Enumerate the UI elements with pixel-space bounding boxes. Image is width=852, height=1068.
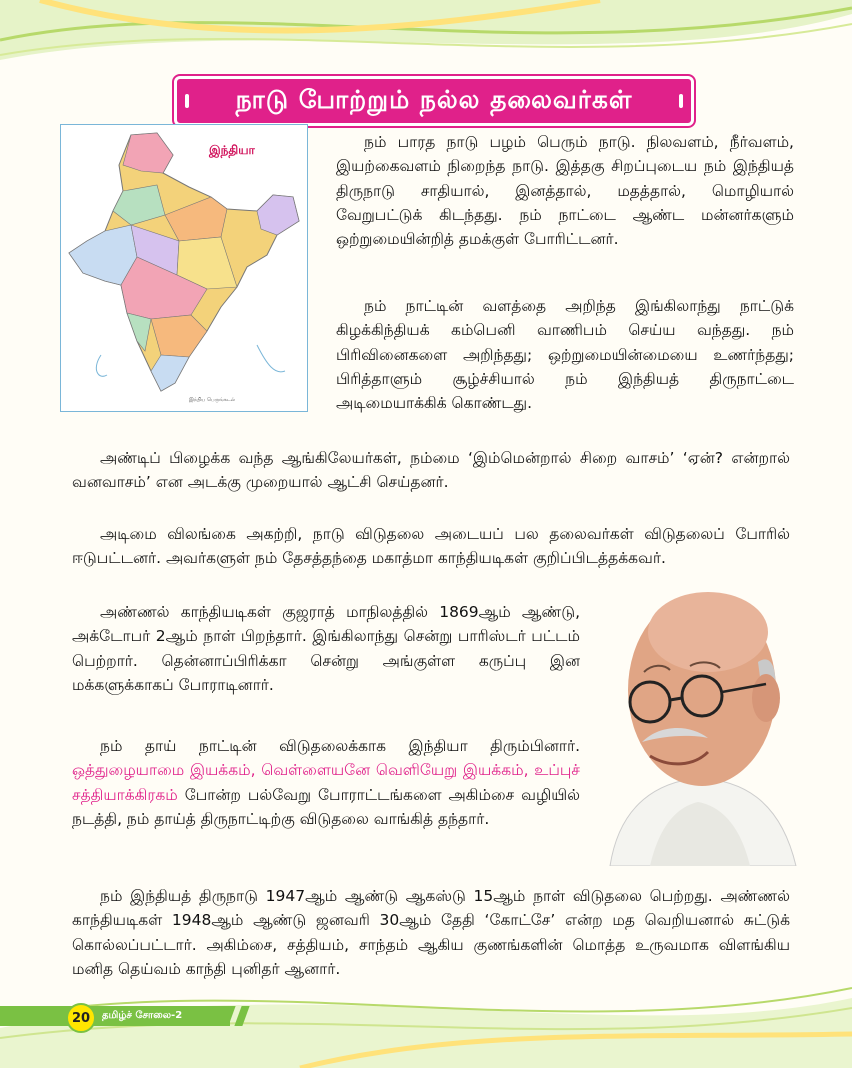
paragraph-3: அண்டிப் பிழைக்க வந்த ஆங்கிலேயர்கள், நம்மை ‘இம்மென்றால் சிறை வாசம்’ ‘ஏன்? என்றால் வனவாசம்’ என அடக்கு முறையால் ஆட்சி செய்தனர். <box>72 449 790 492</box>
page-number: 20 <box>66 1003 96 1033</box>
page-title: நாடு போற்றும் நல்ல தலைவர்கள் <box>235 84 633 114</box>
title-banner <box>174 76 694 126</box>
map-caption: இந்திய பெருங்கடல் <box>189 397 235 403</box>
paragraph-7: நம் இந்தியத் திருநாடு 1947ஆம் ஆண்டு ஆகஸ்டு 15ஆம் நாள் விடுதலை பெற்றது. அண்ணல் காந்தியடிகள் 1948ஆம் ஆண்டு ஜனவரி 30ஆம் தேதி ‘கோட்சே’ என்ற மத வெறியனால் சுட்டுக் கொல்லப்பட்டார். அகிம்சை, சத்தியம், சாந்தம் ஆகிய குணங்களின் மொத்த உருவமாக விளங்கிய மனித தெய்வம் காந்தி புனிதர் ஆனார். <box>72 887 790 978</box>
paragraph-5: அண்ணல் காந்தியடிகள் குஜராத் மாநிலத்தில் 1869ஆம் ஆண்டு, அக்டோபர் 2ஆம் நாள் பிறந்தார். இங்கிலாந்து சென்று பாரிஸ்டர் பட்டம் பெற்றார். தென்னாப்பிரிக்கா சென்று அங்குள்ள கருப்பு இன மக்களுக்காகப் போராடினார். <box>72 603 580 694</box>
banner-right-tick <box>679 94 683 108</box>
movements-highlight: ஒத்துழையாமை இயக்கம், வெள்ளையனே வெளியேறு இயக்கம், உப்புச் சத்தியாக்கிரகம் <box>72 761 580 804</box>
gandhi-portrait <box>590 592 804 866</box>
paragraph-1: நம் பாரத நாடு பழம் பெரும் நாடு. நிலவளம், நீர்வளம், இயற்கைவளம் நிறைந்த நாடு. இத்தகு சிறப்புடைய நம் இந்தியத் திருநாடு சாதியால், இனத்தால், மதத்தால், மொழியால் வேறுபட்டுக் கிடந்தது. நம் நாட்டை ஆண்ட மன்னர்களும் ஒற்றுமையின்றித் தமக்குள் போரிட்டனர். <box>336 133 794 249</box>
paragraph-6-end: போன்ற பல்வேறு போராட்டங்களை அகிம்சை வழியில் நடத்தி, நம் தாய்த் திருநாட்டிற்கு விடுதலை வாங்கித் தந்தார். <box>72 785 580 828</box>
paragraph-6-start: நம் தாய் நாட்டின் விடுதலைக்காக இந்தியா திரும்பினார். <box>100 737 580 755</box>
book-name: தமிழ்ச் சோலை-2 <box>102 1010 183 1021</box>
india-map-image <box>61 125 307 411</box>
paragraph-2: நம் நாட்டின் வளத்தை அறிந்த இங்கிலாந்து நாட்டுக் கிழக்கிந்தியக் கம்பெனி வாணிபம் செய்ய வந்தது. நம் பிரிவினைகளை அறிந்தது; ஒற்றுமையின்மையை உணர்ந்தது; பிரித்தாளும் சூழ்ச்சியால் நம் இந்தியத் திருநாட்டை அடிமையாக்கிக் கொண்டது. <box>336 297 794 413</box>
paragraph-6 <box>72 734 580 831</box>
paragraph-4: அடிமை விலங்கை அகற்றி, நாடு விடுதலை அடையப் பல தலைவர்கள் விடுதலைப் போரில் ஈடுபட்டனர். அவர்களுள் நம் தேசத்தந்தை மகாத்மா காந்தியடிகள் குறிப்பிடத்தக்கவர். <box>72 525 790 568</box>
india-map <box>60 124 308 412</box>
map-title: இந்தியா <box>209 143 255 157</box>
banner-left-tick <box>185 94 189 108</box>
